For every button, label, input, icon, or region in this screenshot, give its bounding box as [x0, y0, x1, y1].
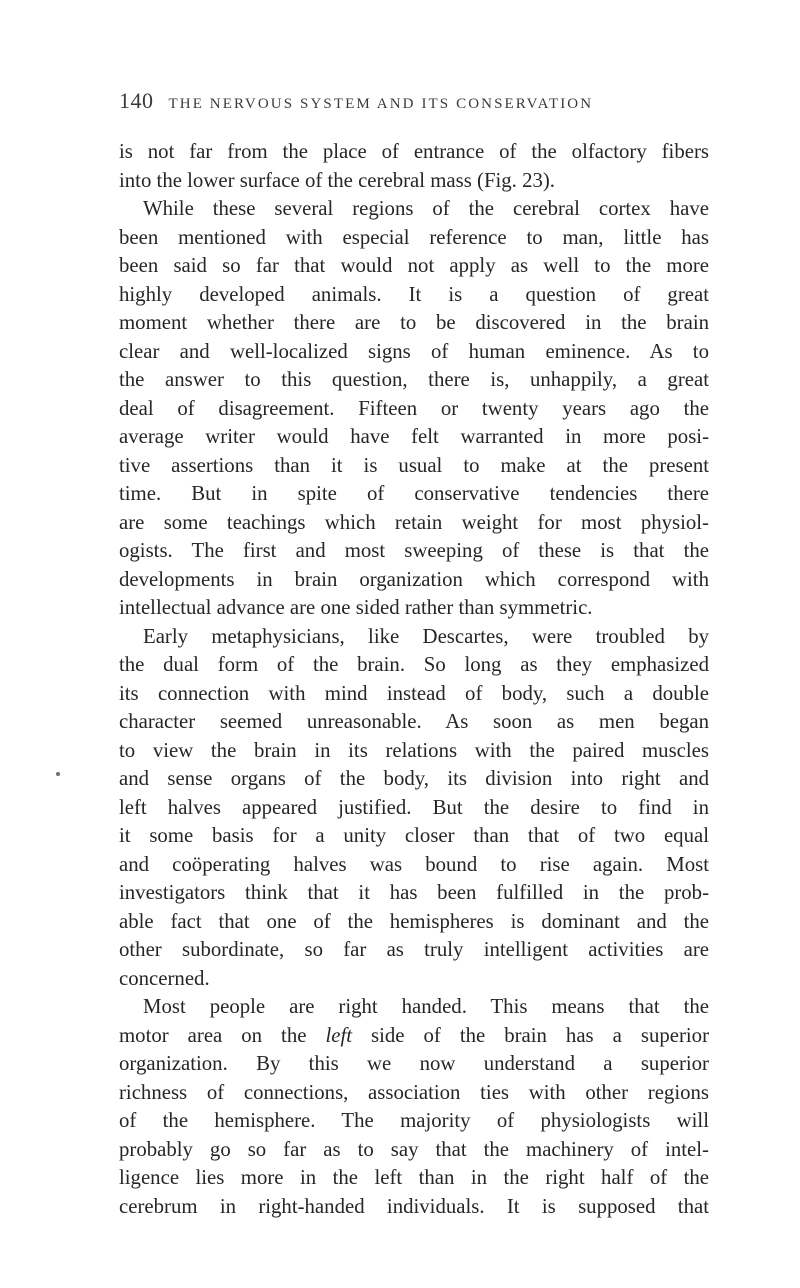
text-line-with-emphasis: [119, 1022, 709, 1051]
text-line: and coöperating halves was bound to rise again. Most: [119, 852, 709, 876]
paragraph-start-line: Early metaphysicians, like Descartes, were troubled by: [143, 624, 709, 648]
text-line: the dual form of the brain. So long as they emphasized: [119, 653, 709, 676]
text-line: are some teachings which retain weight for most physiol-: [119, 510, 709, 534]
text-line: cerebrum in right-handed individuals. It is supposed that: [119, 1194, 709, 1218]
text-line: intellectual advance are one sided rather than symmetric.: [119, 596, 593, 619]
text-line: deal of disagreement. Fifteen or twenty years ago the: [119, 396, 709, 420]
text-line: ogists. The first and most sweeping of these is that the: [119, 539, 709, 562]
text-line: organization. By this we now understand a superior: [119, 1052, 709, 1075]
running-title: THE NERVOUS SYSTEM AND ITS CONSERVATION: [168, 96, 594, 112]
text-line: is not far from the place of entrance of the olfactory fibers: [119, 140, 709, 163]
text-line: into the lower surface of the cerebral mass (Fig. 23).: [119, 168, 556, 192]
text-line: to view the brain in its relations with the paired muscles: [119, 738, 709, 762]
text-line: been said so far that would not apply as well to the more: [119, 254, 709, 277]
text-line: concerned.: [119, 966, 210, 990]
text-line: left halves appeared justified. But the desire to find in: [119, 795, 709, 819]
text-segment: motor area on the: [119, 1023, 326, 1047]
text-line: and sense organs of the body, its division into right and: [119, 767, 709, 790]
text-line: time. But in spite of conservative tendencies there: [119, 482, 709, 505]
text-line: investigators think that it has been fulfilled in the prob-: [119, 881, 709, 904]
emphasized-word: left: [325, 1023, 353, 1047]
text-line: clear and well-localized signs of human eminence. As to: [119, 339, 709, 363]
text-line: it some basis for a unity closer than that of two equal: [119, 824, 709, 847]
margin-speck: [56, 772, 60, 776]
text-line: developments in brain organization which correspond with: [119, 567, 709, 591]
page-number: 140: [119, 88, 154, 113]
text-line: average writer would have felt warranted in more posi-: [119, 425, 709, 448]
text-line: other subordinate, so far as truly intelligent activities are: [119, 938, 709, 961]
paragraph-start-line: Most people are right handed. This means that the: [143, 995, 709, 1018]
running-head: [119, 88, 709, 118]
text-line: richness of connections, association ties with other regions: [119, 1080, 709, 1104]
text-line: ligence lies more in the left than in the right half of the: [119, 1166, 709, 1189]
text-line: able fact that one of the hemispheres is dominant and the: [119, 909, 709, 933]
text-line: been mentioned with especial reference to man, little has: [119, 225, 709, 249]
text-line: highly developed animals. It is a question of great: [119, 282, 709, 306]
text-line: probably go so far as to say that the machinery of intel-: [119, 1137, 709, 1161]
paragraph-start-line: While these several regions of the cerebral cortex have: [143, 197, 709, 220]
text-segment: side of the brain has a superior: [352, 1023, 709, 1047]
text-line: the answer to this question, there is, unhappily, a great: [119, 368, 709, 391]
body-text: [119, 138, 709, 1221]
text-line: of the hemisphere. The majority of physiologists will: [119, 1109, 709, 1132]
text-line: character seemed unreasonable. As soon as men began: [119, 710, 709, 733]
text-line: its connection with mind instead of body, such a double: [119, 681, 709, 705]
text-line: moment whether there are to be discovered in the brain: [119, 311, 709, 334]
text-line: tive assertions than it is usual to make at the present: [119, 453, 709, 477]
